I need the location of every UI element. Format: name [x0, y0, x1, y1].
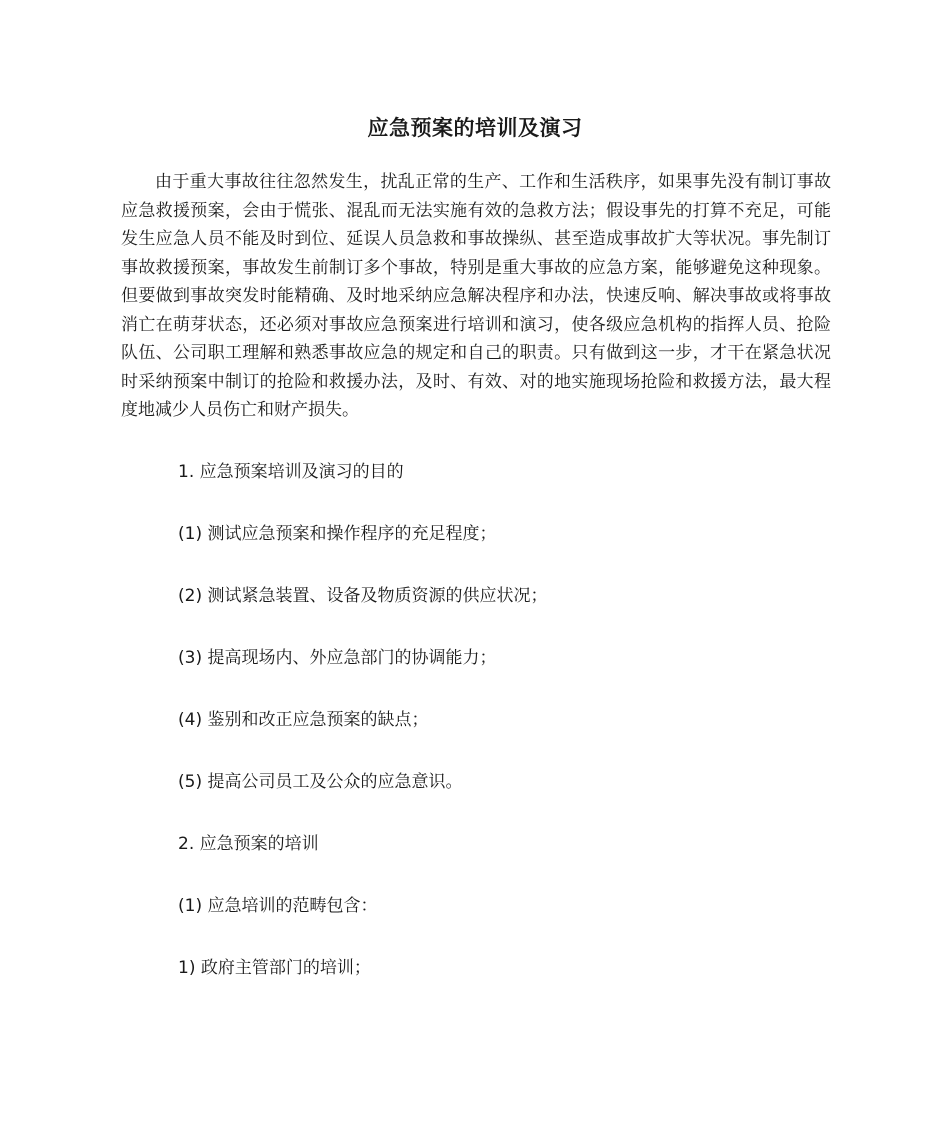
list-item: (2) 测试紧急装置、设备及物质资源的供应状况； [178, 586, 548, 606]
list-item: 1) 政府主管部门的培训； [178, 958, 371, 978]
intro-paragraph: 由于重大事故往往忽然发生，扰乱正常的生产、工作和生活秩序，如果事先没有制订事故应急救援预案，会由于慌张、混乱而无法实施有效的急救方法；假设事先的打算不充足，可能发生应急人员不能及时到位、延误人员急救和事故操纵、甚至造成事故扩大等状况。事先制订事故救援预案，事故发生前制订多个事故，特别是重大事故的应急方案，能够避免这种现象。但要做到事故突发时能精确、及时地采纳应急解决程序和办法，快速反响、解决事故或将事故消亡在萌芽状态，还必须对事故应急预案进行培训和演习，使各级应急机构的指挥人员、抢险队伍、公司职工理解和熟悉事故应急的规定和自己的职责。只有做到这一步，才干在紧急状况时采纳预案中制订的抢险和救援办法，及时、有效、对的地实施现场抢险和救援方法，最大程度地减少人员伤亡和财产损失。 [121, 172, 831, 420]
document-title: 应急预案的培训及演习 [367, 116, 583, 141]
section-heading-1: 1. 应急预案培训及演习的目的 [178, 462, 404, 482]
list-item: (1) 应急培训的范畴包含： [178, 896, 378, 916]
list-item: (1) 测试应急预案和操作程序的充足程度； [178, 524, 497, 544]
section-heading-2: 2. 应急预案的培训 [178, 834, 319, 854]
list-item: (5) 提高公司员工及公众的应急意识。 [178, 772, 463, 792]
list-item: (4) 鉴别和改正应急预案的缺点； [178, 710, 429, 730]
list-item: (3) 提高现场内、外应急部门的协调能力； [178, 648, 497, 668]
